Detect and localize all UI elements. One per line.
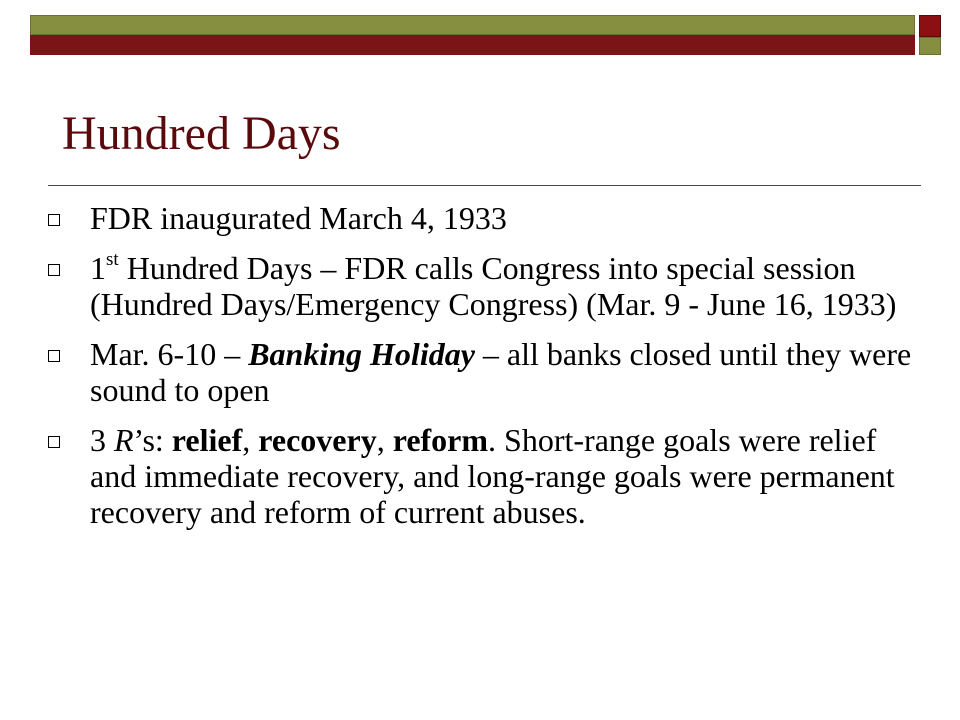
square-bullet-icon bbox=[48, 436, 60, 448]
banking-holiday-term: Banking Holiday bbox=[248, 336, 475, 372]
bullet-prefix: Mar. 6-10 – bbox=[90, 336, 249, 372]
r-letter: R bbox=[114, 422, 134, 458]
top-olive-band bbox=[30, 15, 915, 35]
possessive-colon: ’s: bbox=[133, 422, 172, 458]
square-bullet-icon bbox=[48, 350, 60, 362]
corner-olive-square bbox=[919, 37, 941, 55]
bullet-item-banking-holiday bbox=[48, 336, 928, 408]
term-recovery: recovery bbox=[258, 422, 377, 458]
bullet-text: . Short-range goals were relief and immediate recovery, and long-range goals were permanent recovery and reform of current abuses. bbox=[90, 422, 895, 530]
bullet-text: – all banks closed until they were sound to open bbox=[90, 336, 912, 408]
three-label: 3 bbox=[90, 422, 114, 458]
top-maroon-band bbox=[30, 35, 915, 55]
bullet-list bbox=[48, 200, 928, 530]
square-bullet-icon bbox=[48, 264, 60, 276]
comma: , bbox=[376, 422, 393, 458]
bullet-item-three-rs bbox=[48, 422, 928, 530]
bullet-text: FDR inaugurated March 4, 1933 bbox=[90, 200, 507, 236]
term-relief: relief bbox=[171, 422, 243, 458]
bullet-text: Hundred Days – FDR calls Congress into special session (Hundred Days/Emergency Congress) (Mar. 9 - June 16, 1933) bbox=[90, 250, 897, 322]
bullet-item-hundred-days bbox=[48, 250, 928, 322]
bullet-item-inauguration bbox=[48, 200, 928, 236]
ordinal-suffix: st bbox=[106, 249, 119, 271]
square-bullet-icon bbox=[48, 214, 60, 226]
bullet-number: 1 bbox=[90, 250, 106, 286]
slide-title: Hundred Days bbox=[62, 107, 341, 160]
term-reform: reform bbox=[392, 422, 489, 458]
title-divider bbox=[48, 185, 921, 186]
comma: , bbox=[242, 422, 259, 458]
corner-red-square bbox=[919, 15, 941, 37]
